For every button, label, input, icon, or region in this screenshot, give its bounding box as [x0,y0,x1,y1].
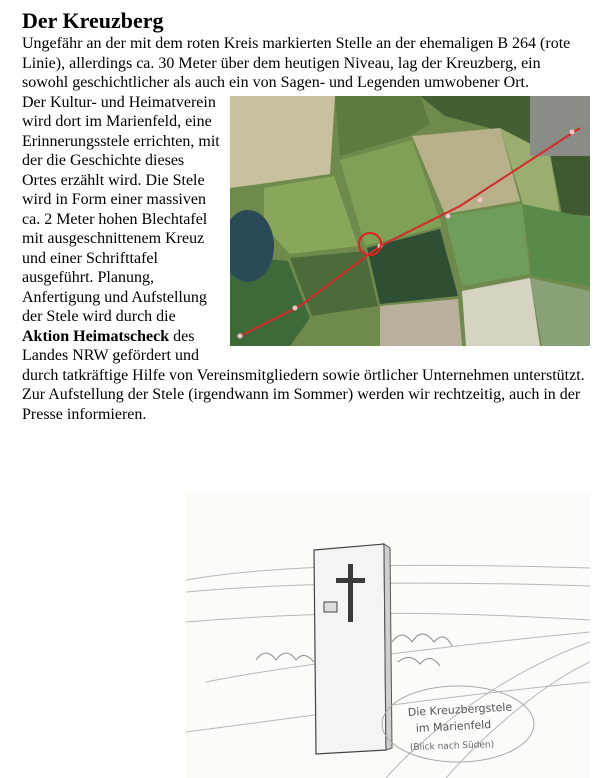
sketch-caption-line2: im Marienfeld [415,718,492,735]
article [22,8,590,424]
intro-paragraph: Ungefähr an der mit dem roten Kreis markierten Stelle an der ehemaligen B 264 (rote Linie), allerdings ca. 30 Meter über dem heutigen Niveau, lag der Kreuzberg, ein sowohl geschichtlicher als auch ein von Sagen- und Legenden umwobener Ort. [22,35,571,91]
body-text-start: Der Kultur- und Heimatverein wird dort im Marienfeld, eine Erinnerungsstele errichten, mit der die Geschichte dieses Ortes erzählt wird. Die Stele wird in Form einer massiven ca. 2 Meter hohen Blechtafel mit ausgeschnittenem Kreuz und einer Schrifttafel ausgeführt. Planung, Anfertigung und Aufstellung der Stele wird durch die [22,93,220,325]
page-title: Der Kreuzberg [22,8,164,33]
body-text-end: des Landes NRW gefördert und durch tatkräftige Hilfe von Vereinsmitgliedern sowie örtlicher Unternehmen unterstützt. Zur Aufstellung der Stele (irgendwann im Sommer) werden wir rechtzeitig, auch in der Presse informieren. [22,327,585,423]
body-paragraph [22,93,590,425]
aerial-map-svg [230,96,590,346]
stele-sketch-image [186,492,590,778]
body-text-bold: Aktion Heimatscheck [22,327,170,345]
sketch-caption-line1: Die Kreuzbergstele [407,700,513,719]
aerial-map-image [230,96,590,346]
sketch-caption-line3: (Blick nach Süden) [409,740,495,753]
stele-sketch-svg [186,492,590,778]
